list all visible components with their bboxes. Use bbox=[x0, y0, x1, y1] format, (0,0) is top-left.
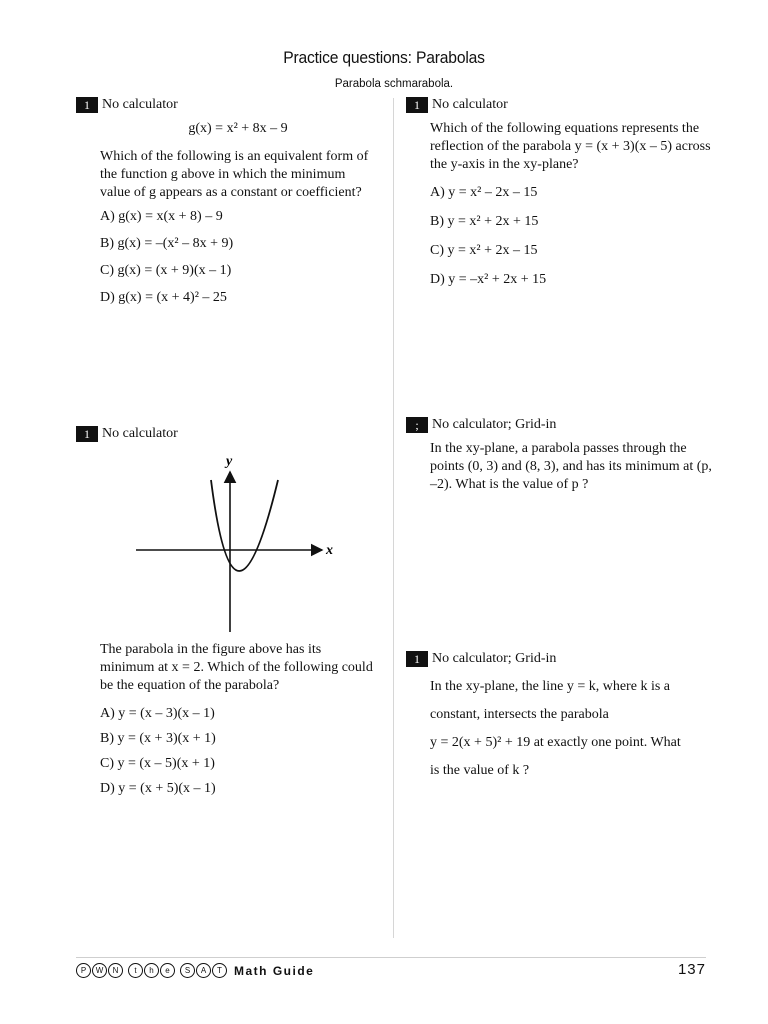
answer-option: A) y = x² – 2x – 15 bbox=[430, 185, 538, 200]
page-footer bbox=[76, 957, 706, 982]
answer-option: D) y = –x² + 2x + 15 bbox=[430, 272, 547, 287]
parabola-curve bbox=[211, 480, 278, 571]
question-block bbox=[406, 416, 716, 500]
answer-option: B) g(x) = –(x² – 8x + 9) bbox=[100, 236, 234, 251]
question-prompt: Which of the following is an equivalent form of the function g above in which the minimum value of g appears as a constant or coefficient? bbox=[100, 149, 369, 200]
page-title: Practice questions: Parabolas bbox=[283, 48, 485, 67]
parabola-figure bbox=[130, 450, 340, 635]
y-axis-label: y bbox=[226, 454, 233, 469]
question-prompt-line: is the value of k ? bbox=[430, 763, 530, 778]
question-tag: No calculator; Grid-in bbox=[432, 651, 557, 666]
question-tag: No calculator; Grid-in bbox=[432, 417, 557, 432]
question-tag: No calculator bbox=[102, 97, 178, 112]
page-subtitle: Parabola schmarabola. bbox=[334, 78, 454, 90]
guide-label: Math Guide bbox=[234, 963, 315, 978]
answer-option: B) y = (x + 3)(x + 1) bbox=[100, 731, 216, 746]
question-prompt: In the xy-plane, a parabola passes through the points (0, 3) and (8, 3), and has its minimum at (p, –2). What is the value of p ? bbox=[430, 441, 712, 492]
answer-option: B) y = x² + 2x + 15 bbox=[430, 214, 539, 229]
question-prompt-line: constant, intersects the parabola bbox=[430, 707, 609, 722]
answer-option: A) g(x) = x(x + 8) – 9 bbox=[100, 209, 223, 224]
question-prompt-line: y = 2(x + 5)² + 19 at exactly one point. What bbox=[430, 735, 681, 750]
question-block bbox=[76, 425, 376, 449]
answer-option: D) g(x) = (x + 4)² – 25 bbox=[100, 290, 227, 305]
answer-option: C) y = (x – 5)(x + 1) bbox=[100, 756, 215, 771]
question-number: 1 bbox=[76, 97, 98, 113]
question-block bbox=[406, 645, 716, 785]
answer-option: C) g(x) = (x + 9)(x – 1) bbox=[100, 263, 232, 278]
x-axis-label: x bbox=[326, 543, 333, 558]
question-block bbox=[406, 96, 716, 298]
question-prompt: Which of the following equations represents the reflection of the parabola y = (x + 3)(x – 5) across the y-axis in the xy-plane? bbox=[430, 121, 711, 172]
answer-option: A) y = (x – 3)(x – 1) bbox=[100, 706, 215, 721]
question-equation: g(x) = x² + 8x – 9 bbox=[188, 121, 288, 136]
question-prompt-line: In the xy-plane, the line y = k, where k is a bbox=[430, 679, 670, 694]
answer-option: C) y = x² + 2x – 15 bbox=[430, 243, 538, 258]
question-tag: No calculator bbox=[432, 97, 508, 112]
page-number: 137 bbox=[677, 961, 706, 978]
question-prompt: The parabola in the figure above has its minimum at x = 2. Which of the following could be the equation of the parabola? bbox=[100, 642, 373, 693]
question-number: 1 bbox=[406, 97, 428, 113]
question-block bbox=[76, 96, 376, 316]
brand-logo: P W N t h e S A T Math Guide bbox=[76, 963, 314, 978]
question-number: ; bbox=[406, 417, 428, 433]
question-number: 1 bbox=[76, 426, 98, 442]
question-block bbox=[76, 641, 376, 807]
question-tag: No calculator bbox=[102, 426, 178, 441]
question-number: 1 bbox=[406, 651, 428, 667]
column-divider bbox=[393, 98, 394, 938]
answer-option: D) y = (x + 5)(x – 1) bbox=[100, 781, 216, 796]
